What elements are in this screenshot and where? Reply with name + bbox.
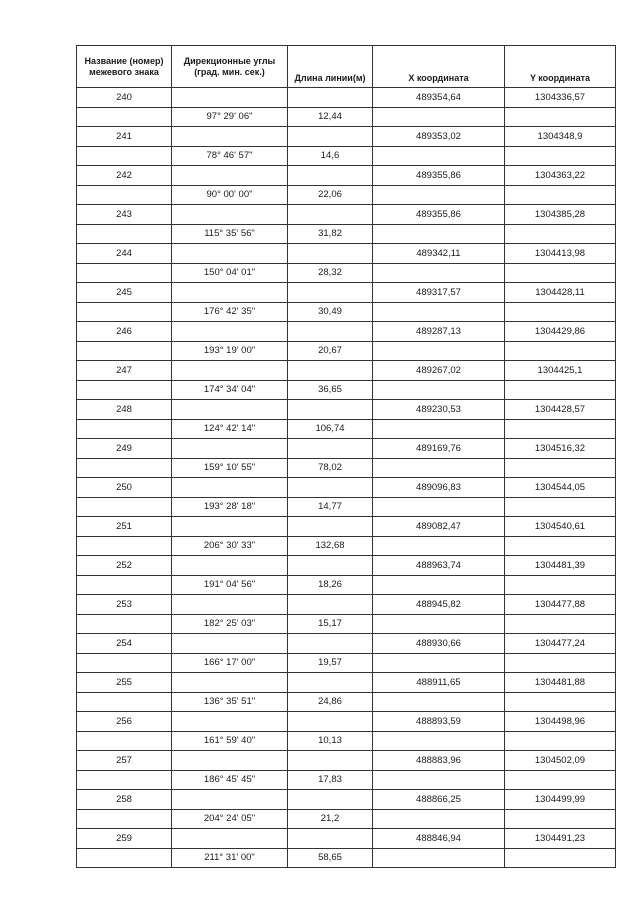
empty-angle-cell (172, 322, 288, 342)
y-coordinate-cell: 1304544,05 (505, 478, 616, 498)
y-coordinate-cell: 1304477,88 (505, 595, 616, 615)
segment-row (77, 536, 616, 556)
empty-x-cell (373, 419, 505, 439)
empty-angle-cell (172, 673, 288, 693)
empty-x-cell (373, 458, 505, 478)
x-coordinate-cell: 489353,02 (373, 127, 505, 147)
header-direction-angle-line2: (град. мин. сек.) (194, 66, 265, 77)
empty-y-cell (505, 341, 616, 361)
empty-angle-cell (172, 205, 288, 225)
direction-angle-cell: 211° 31' 00" (172, 848, 288, 868)
x-coordinate-cell: 489096,83 (373, 478, 505, 498)
direction-angle-cell: 124° 42' 14" (172, 419, 288, 439)
segment-row (77, 224, 616, 244)
empty-x-cell (373, 536, 505, 556)
empty-name-cell (77, 497, 172, 517)
empty-name-cell (77, 848, 172, 868)
segment-row (77, 497, 616, 517)
direction-angle-cell: 204° 24' 05" (172, 809, 288, 829)
point-row (77, 283, 616, 303)
point-row (77, 205, 616, 225)
direction-angle-cell: 136° 35' 51" (172, 692, 288, 712)
empty-y-cell (505, 146, 616, 166)
empty-y-cell (505, 380, 616, 400)
point-name-cell: 255 (77, 673, 172, 693)
point-row (77, 712, 616, 732)
segment-row (77, 302, 616, 322)
empty-length-cell (288, 88, 373, 108)
empty-name-cell (77, 380, 172, 400)
empty-angle-cell (172, 439, 288, 459)
x-coordinate-cell: 489287,13 (373, 322, 505, 342)
direction-angle-cell: 176° 42' 35" (172, 302, 288, 322)
empty-x-cell (373, 146, 505, 166)
point-name-cell: 258 (77, 790, 172, 810)
empty-length-cell (288, 556, 373, 576)
x-coordinate-cell: 488911,65 (373, 673, 505, 693)
empty-x-cell (373, 653, 505, 673)
segment-row (77, 458, 616, 478)
segment-row (77, 575, 616, 595)
point-row (77, 127, 616, 147)
empty-y-cell (505, 185, 616, 205)
empty-length-cell (288, 439, 373, 459)
segment-row (77, 692, 616, 712)
point-row (77, 322, 616, 342)
point-name-cell: 246 (77, 322, 172, 342)
line-length-cell: 31,82 (288, 224, 373, 244)
y-coordinate-cell: 1304498,96 (505, 712, 616, 732)
empty-name-cell (77, 107, 172, 127)
empty-length-cell (288, 673, 373, 693)
empty-length-cell (288, 751, 373, 771)
point-name-cell: 249 (77, 439, 172, 459)
point-row (77, 790, 616, 810)
x-coordinate-cell: 489169,76 (373, 439, 505, 459)
empty-y-cell (505, 848, 616, 868)
line-length-cell: 15,17 (288, 614, 373, 634)
empty-length-cell (288, 283, 373, 303)
empty-y-cell (505, 614, 616, 634)
line-length-cell: 28,32 (288, 263, 373, 283)
point-name-cell: 242 (77, 166, 172, 186)
direction-angle-cell: 182° 25' 03" (172, 614, 288, 634)
segment-row (77, 653, 616, 673)
point-row (77, 361, 616, 381)
empty-y-cell (505, 263, 616, 283)
empty-name-cell (77, 536, 172, 556)
line-length-cell: 19,57 (288, 653, 373, 673)
y-coordinate-cell: 1304413,98 (505, 244, 616, 264)
empty-name-cell (77, 146, 172, 166)
empty-name-cell (77, 263, 172, 283)
empty-length-cell (288, 829, 373, 849)
point-name-cell: 259 (77, 829, 172, 849)
empty-name-cell (77, 575, 172, 595)
empty-length-cell (288, 166, 373, 186)
boundary-points-table (76, 45, 616, 868)
boundary-points-sheet (76, 45, 616, 868)
direction-angle-cell: 191° 04' 56" (172, 575, 288, 595)
point-row (77, 556, 616, 576)
empty-name-cell (77, 185, 172, 205)
empty-angle-cell (172, 478, 288, 498)
header-x-coordinate: X координата (373, 46, 505, 88)
line-length-cell: 58,65 (288, 848, 373, 868)
empty-y-cell (505, 419, 616, 439)
empty-angle-cell (172, 556, 288, 576)
empty-y-cell (505, 731, 616, 751)
x-coordinate-cell: 488930,66 (373, 634, 505, 654)
table-header-row (77, 46, 616, 88)
empty-length-cell (288, 595, 373, 615)
empty-angle-cell (172, 712, 288, 732)
y-coordinate-cell: 1304481,39 (505, 556, 616, 576)
empty-x-cell (373, 848, 505, 868)
empty-x-cell (373, 380, 505, 400)
empty-length-cell (288, 790, 373, 810)
empty-angle-cell (172, 400, 288, 420)
empty-length-cell (288, 361, 373, 381)
x-coordinate-cell: 489354,64 (373, 88, 505, 108)
header-point-name-line1: Название (номер) (84, 55, 164, 66)
empty-length-cell (288, 400, 373, 420)
empty-name-cell (77, 419, 172, 439)
segment-row (77, 419, 616, 439)
empty-x-cell (373, 692, 505, 712)
direction-angle-cell: 150° 04' 01" (172, 263, 288, 283)
empty-name-cell (77, 731, 172, 751)
direction-angle-cell: 186° 45' 45" (172, 770, 288, 790)
empty-length-cell (288, 127, 373, 147)
x-coordinate-cell: 489082,47 (373, 517, 505, 537)
x-coordinate-cell: 489317,57 (373, 283, 505, 303)
empty-y-cell (505, 458, 616, 478)
empty-x-cell (373, 497, 505, 517)
empty-angle-cell (172, 127, 288, 147)
point-row (77, 478, 616, 498)
x-coordinate-cell: 488893,59 (373, 712, 505, 732)
segment-row (77, 146, 616, 166)
y-coordinate-cell: 1304491,23 (505, 829, 616, 849)
point-row (77, 244, 616, 264)
line-length-cell: 14,77 (288, 497, 373, 517)
line-length-cell: 17,83 (288, 770, 373, 790)
y-coordinate-cell: 1304429,86 (505, 322, 616, 342)
empty-length-cell (288, 244, 373, 264)
empty-y-cell (505, 653, 616, 673)
direction-angle-cell: 174° 34' 04" (172, 380, 288, 400)
empty-x-cell (373, 731, 505, 751)
point-name-cell: 250 (77, 478, 172, 498)
segment-row (77, 809, 616, 829)
direction-angle-cell: 97° 29' 06" (172, 107, 288, 127)
header-direction-angle-line1: Дирекционные углы (183, 55, 276, 66)
empty-y-cell (505, 770, 616, 790)
y-coordinate-cell: 1304516,32 (505, 439, 616, 459)
point-row (77, 829, 616, 849)
y-coordinate-cell: 1304502,09 (505, 751, 616, 771)
y-coordinate-cell: 1304477,24 (505, 634, 616, 654)
empty-x-cell (373, 224, 505, 244)
point-name-cell: 248 (77, 400, 172, 420)
direction-angle-cell: 206° 30' 33" (172, 536, 288, 556)
line-length-cell: 22,06 (288, 185, 373, 205)
y-coordinate-cell: 1304336,57 (505, 88, 616, 108)
direction-angle-cell: 90° 00' 00" (172, 185, 288, 205)
point-name-cell: 251 (77, 517, 172, 537)
point-row (77, 439, 616, 459)
empty-x-cell (373, 614, 505, 634)
y-coordinate-cell: 1304428,57 (505, 400, 616, 420)
segment-row (77, 614, 616, 634)
empty-x-cell (373, 185, 505, 205)
point-name-cell: 253 (77, 595, 172, 615)
direction-angle-cell: 193° 19' 00" (172, 341, 288, 361)
x-coordinate-cell: 488866,25 (373, 790, 505, 810)
y-coordinate-cell: 1304499,99 (505, 790, 616, 810)
line-length-cell: 14,6 (288, 146, 373, 166)
x-coordinate-cell: 489355,86 (373, 166, 505, 186)
empty-y-cell (505, 107, 616, 127)
line-length-cell: 24,86 (288, 692, 373, 712)
empty-length-cell (288, 517, 373, 537)
header-point-name (77, 46, 172, 88)
point-row (77, 517, 616, 537)
segment-row (77, 341, 616, 361)
empty-y-cell (505, 224, 616, 244)
y-coordinate-cell: 1304481,88 (505, 673, 616, 693)
empty-y-cell (505, 536, 616, 556)
point-name-cell: 254 (77, 634, 172, 654)
line-length-cell: 30,49 (288, 302, 373, 322)
direction-angle-cell: 193° 28' 18" (172, 497, 288, 517)
empty-angle-cell (172, 361, 288, 381)
point-name-cell: 257 (77, 751, 172, 771)
empty-x-cell (373, 107, 505, 127)
line-length-cell: 36,65 (288, 380, 373, 400)
empty-angle-cell (172, 790, 288, 810)
empty-name-cell (77, 341, 172, 361)
y-coordinate-cell: 1304428,11 (505, 283, 616, 303)
table-body (77, 88, 616, 868)
line-length-cell: 18,26 (288, 575, 373, 595)
point-row (77, 400, 616, 420)
segment-row (77, 380, 616, 400)
point-name-cell: 240 (77, 88, 172, 108)
empty-x-cell (373, 302, 505, 322)
point-name-cell: 247 (77, 361, 172, 381)
point-row (77, 88, 616, 108)
line-length-cell: 132,68 (288, 536, 373, 556)
empty-x-cell (373, 575, 505, 595)
point-name-cell: 245 (77, 283, 172, 303)
empty-x-cell (373, 770, 505, 790)
header-direction-angle (172, 46, 288, 88)
empty-angle-cell (172, 244, 288, 264)
empty-angle-cell (172, 166, 288, 186)
x-coordinate-cell: 489230,53 (373, 400, 505, 420)
empty-angle-cell (172, 88, 288, 108)
point-name-cell: 256 (77, 712, 172, 732)
segment-row (77, 770, 616, 790)
direction-angle-cell: 166° 17' 00" (172, 653, 288, 673)
x-coordinate-cell: 488883,96 (373, 751, 505, 771)
empty-length-cell (288, 712, 373, 732)
header-y-coordinate: Y координата (505, 46, 616, 88)
point-row (77, 166, 616, 186)
line-length-cell: 12,44 (288, 107, 373, 127)
empty-angle-cell (172, 283, 288, 303)
segment-row (77, 263, 616, 283)
y-coordinate-cell: 1304385,28 (505, 205, 616, 225)
direction-angle-cell: 161° 59' 40" (172, 731, 288, 751)
empty-x-cell (373, 341, 505, 361)
direction-angle-cell: 115° 35' 56" (172, 224, 288, 244)
point-row (77, 751, 616, 771)
empty-angle-cell (172, 634, 288, 654)
point-name-cell: 243 (77, 205, 172, 225)
line-length-cell: 10,13 (288, 731, 373, 751)
empty-angle-cell (172, 751, 288, 771)
empty-y-cell (505, 692, 616, 712)
point-row (77, 673, 616, 693)
line-length-cell: 78,02 (288, 458, 373, 478)
empty-name-cell (77, 770, 172, 790)
empty-length-cell (288, 322, 373, 342)
line-length-cell: 20,67 (288, 341, 373, 361)
x-coordinate-cell: 488945,82 (373, 595, 505, 615)
empty-name-cell (77, 809, 172, 829)
line-length-cell: 106,74 (288, 419, 373, 439)
empty-name-cell (77, 302, 172, 322)
empty-x-cell (373, 263, 505, 283)
x-coordinate-cell: 489355,86 (373, 205, 505, 225)
header-line-length: Длина линии(м) (288, 46, 373, 88)
x-coordinate-cell: 488963,74 (373, 556, 505, 576)
empty-angle-cell (172, 829, 288, 849)
empty-length-cell (288, 205, 373, 225)
y-coordinate-cell: 1304425,1 (505, 361, 616, 381)
empty-y-cell (505, 497, 616, 517)
segment-row (77, 185, 616, 205)
point-name-cell: 241 (77, 127, 172, 147)
empty-name-cell (77, 224, 172, 244)
empty-length-cell (288, 634, 373, 654)
y-coordinate-cell: 1304540,61 (505, 517, 616, 537)
point-name-cell: 244 (77, 244, 172, 264)
empty-name-cell (77, 614, 172, 634)
empty-length-cell (288, 478, 373, 498)
empty-angle-cell (172, 595, 288, 615)
empty-name-cell (77, 653, 172, 673)
empty-y-cell (505, 809, 616, 829)
empty-name-cell (77, 458, 172, 478)
point-row (77, 595, 616, 615)
empty-x-cell (373, 809, 505, 829)
point-name-cell: 252 (77, 556, 172, 576)
x-coordinate-cell: 489342,11 (373, 244, 505, 264)
segment-row (77, 731, 616, 751)
x-coordinate-cell: 489267,02 (373, 361, 505, 381)
direction-angle-cell: 78° 46' 57" (172, 146, 288, 166)
direction-angle-cell: 159° 10' 55" (172, 458, 288, 478)
point-row (77, 634, 616, 654)
y-coordinate-cell: 1304348,9 (505, 127, 616, 147)
segment-row (77, 107, 616, 127)
segment-row (77, 848, 616, 868)
empty-y-cell (505, 575, 616, 595)
empty-angle-cell (172, 517, 288, 537)
empty-y-cell (505, 302, 616, 322)
y-coordinate-cell: 1304363,22 (505, 166, 616, 186)
empty-name-cell (77, 692, 172, 712)
line-length-cell: 21,2 (288, 809, 373, 829)
x-coordinate-cell: 488846,94 (373, 829, 505, 849)
header-point-name-line2: межевого знака (89, 66, 159, 77)
